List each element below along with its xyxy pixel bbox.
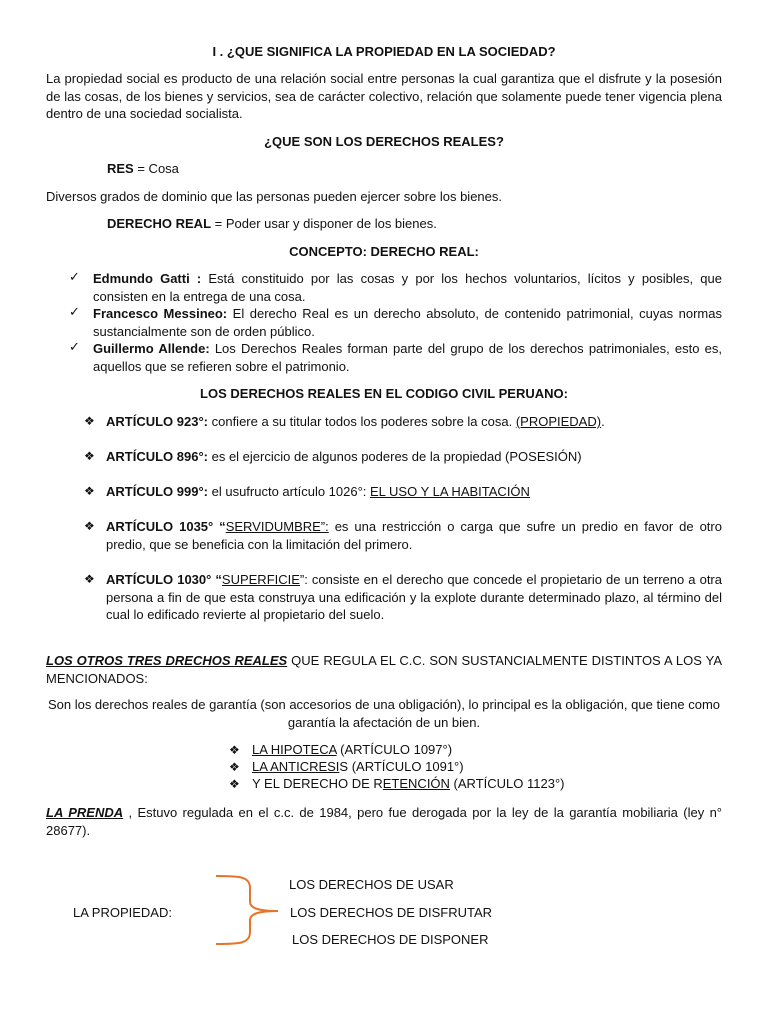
derecho-real-definition: = Poder usar y disponer de los bienes. [211, 216, 437, 231]
author-name: Guillermo Allende: [93, 341, 210, 356]
articulo-text: es el ejercicio de algunos poderes de la propiedad (POSESIÓN) [208, 449, 582, 464]
derecho-disponer: LOS DERECHOS DE DISPONER [292, 932, 489, 947]
check-icon: ✓ [69, 304, 80, 319]
articulo-text: el usufructo artículo 1026°: [208, 484, 371, 499]
otros-derechos-title: LOS OTROS TRES DRECHOS REALES [46, 653, 288, 668]
articulo-label: ARTÍCULO 1030° “ [106, 572, 222, 587]
articulo-1030 [106, 571, 722, 624]
derecho-usar: LOS DERECHOS DE USAR [289, 877, 454, 892]
section-title: I . ¿QUE SIGNIFICA LA PROPIEDAD EN LA SOCIEDAD? [212, 44, 556, 59]
diamond-bullet-icon: ❖ [229, 777, 240, 791]
diamond-bullet-icon: ❖ [84, 572, 95, 586]
articulo-after: . [601, 414, 605, 429]
articulo-text: es una restricción o carga que sufre un predio en favor de otro predio, que se beneficia con la limitación del primero. [106, 519, 722, 552]
diamond-bullet-icon: ❖ [84, 519, 95, 533]
diamond-bullet-icon: ❖ [229, 743, 240, 757]
heading-codigo-civil: LOS DERECHOS REALES EN EL CODIGO CIVIL PERUANO: [200, 386, 568, 401]
res-definition: = Cosa [133, 161, 179, 176]
articulo-underlined: SUPERFICIE [221, 572, 300, 587]
derecho-real-line [107, 215, 707, 233]
curly-brace-icon [214, 874, 284, 946]
derecho-disfrutar: LOS DERECHOS DE DISFRUTAR [290, 905, 493, 920]
concepto-gatti [93, 270, 722, 305]
articulo-999 [106, 483, 722, 501]
concepto-messineo [93, 305, 722, 340]
articulo-text: confiere a su titular todos los poderes sobre la cosa. [208, 414, 516, 429]
check-icon: ✓ [69, 339, 80, 354]
garantia-hipoteca [252, 742, 452, 757]
garantia-paragraph: Son los derechos reales de garantía (son accesorios de una obligación), lo principal es la obligación, que tiene como garantía la afectación de un bien. [47, 697, 721, 730]
garantia-anticresis [252, 759, 464, 774]
diamond-bullet-icon: ❖ [229, 760, 240, 774]
garantia-pre: Y EL DERECHO DE R [252, 776, 383, 791]
diamond-bullet-icon: ❖ [84, 484, 95, 498]
articulo-underlined: (PROPIEDAD) [515, 414, 602, 429]
grados-line: Diversos grados de dominio que las personas pueden ejercer sobre los bienes. [46, 189, 502, 204]
articulo-text: ”: consiste en el derecho que concede el propietario de un terreno a otra persona a fin de que esta construya una edificación y la explote durante determinado plazo, al término del cual lo edificado revierte al propietario del suelo. [106, 572, 722, 622]
prenda-paragraph [46, 804, 722, 839]
prenda-text: , Estuvo regulada en el c.c. de 1984, pero fue derogada por la ley de la garantía mobiliaria (ley n° 28677). [46, 805, 722, 838]
author-name: Edmundo Gatti : [93, 271, 202, 286]
articulo-underlined: EL USO Y LA HABITACIÓN [370, 484, 530, 499]
articulo-896 [106, 448, 722, 466]
concepto-text: Está constituido por las cosas y por los hechos voluntarios, lícitos y posibles, que consisten en la entrega de una cosa. [93, 271, 722, 304]
check-icon: ✓ [69, 269, 80, 284]
garantia-underlined: LA ANTICRESI [252, 759, 340, 774]
concepto-text: El derecho Real es un derecho absoluto, de contenido patrimonial, cuyas normas sustancialmente son de orden público. [93, 306, 722, 339]
diamond-bullet-icon: ❖ [84, 449, 95, 463]
res-line [107, 160, 707, 178]
prenda-title: LA PRENDA [46, 805, 124, 820]
heading-concepto: CONCEPTO: DERECHO REAL: [289, 244, 479, 259]
concepto-text: Los Derechos Reales forman parte del grupo de los derechos patrimoniales, esto es, aquellos que se refieren sobre el patrimonio. [93, 341, 722, 374]
articulo-1035 [106, 518, 722, 553]
intro-paragraph: La propiedad social es producto de una relación social entre personas la cual garantiza que el disfrute y la posesión de las cosas, de los bienes y servicios, sea de carácter colectivo, relación que solamente puede tener vigencia plena dentro de una sociedad socialista. [46, 71, 722, 121]
author-name: Francesco Messineo: [93, 306, 228, 321]
garantia-text: (ARTÍCULO 1123°) [449, 776, 565, 791]
garantia-text: S (ARTÍCULO 1091°) [339, 759, 464, 774]
propiedad-label: LA PROPIEDAD: [73, 905, 172, 920]
garantia-retencion [252, 776, 564, 791]
garantia-underlined: ETENCIÓN [382, 776, 450, 791]
otros-derechos-paragraph [46, 652, 722, 687]
res-term: RES [107, 161, 134, 176]
garantia-text: (ARTÍCULO 1097°) [336, 742, 453, 757]
diamond-bullet-icon: ❖ [84, 414, 95, 428]
articulo-label: ARTÍCULO 1035° “ [106, 519, 226, 534]
articulo-underlined: SERVIDUMBRE”: [225, 519, 329, 534]
articulo-label: ARTÍCULO 999°: [106, 484, 208, 499]
otros-derechos-text: QUE REGULA EL C.C. SON SUSTANCIALMENTE DISTINTOS A LOS YA MENCIONADOS: [46, 653, 723, 686]
articulo-label: ARTÍCULO 896°: [106, 449, 208, 464]
articulo-label: ARTÍCULO 923°: [106, 414, 208, 429]
garantia-underlined: LA HIPOTECA [252, 742, 337, 757]
concepto-allende [93, 340, 722, 375]
derecho-real-term: DERECHO REAL [107, 216, 212, 231]
articulo-923 [106, 413, 722, 431]
heading-derechos-reales: ¿QUE SON LOS DERECHOS REALES? [264, 134, 504, 149]
